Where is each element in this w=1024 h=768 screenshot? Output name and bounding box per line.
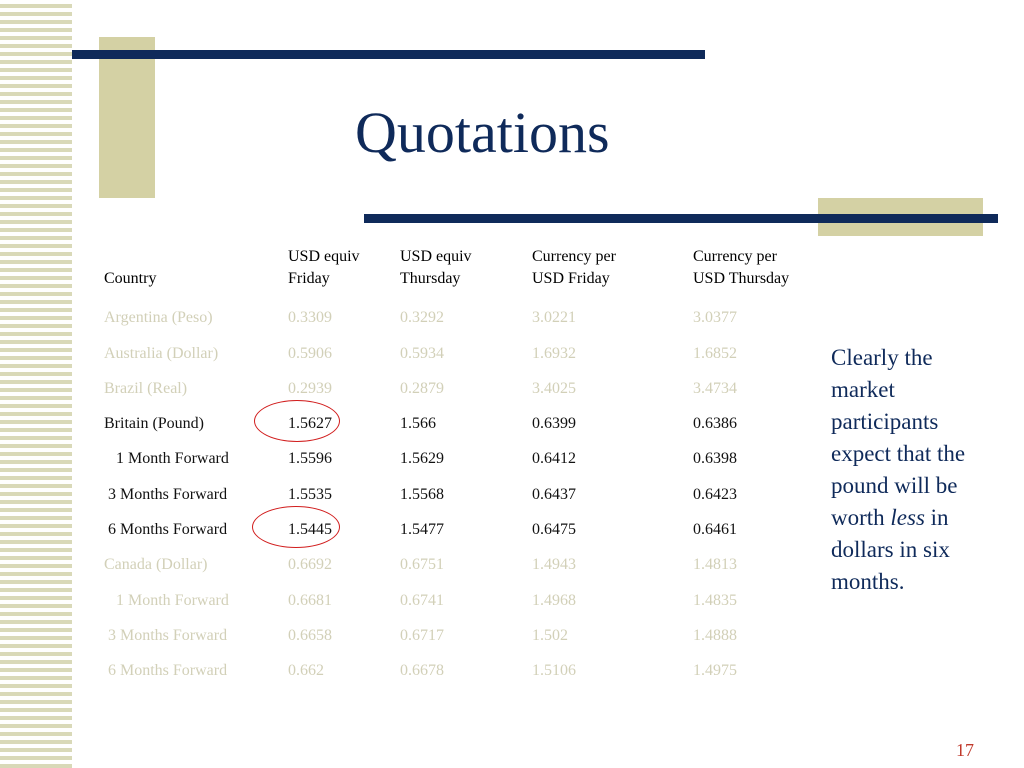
- table-row: [96, 329, 823, 364]
- value-cell: 0.6681: [288, 591, 332, 609]
- value-cell: 0.662: [288, 662, 324, 680]
- page-number: 17: [956, 740, 974, 760]
- value-cell: 0.6741: [400, 591, 444, 609]
- value-cell: 1.5629: [400, 450, 444, 468]
- value-cell: 0.2879: [400, 379, 444, 397]
- table-row: [96, 470, 823, 505]
- table-row: [96, 506, 823, 541]
- side-note-text-end: in dollars in six months.: [831, 505, 950, 594]
- value-cell: 0.5906: [288, 344, 332, 362]
- value-cell: 0.6692: [288, 556, 332, 574]
- value-cell: 0.6678: [400, 662, 444, 680]
- value-cell: 1.4943: [532, 556, 576, 574]
- value-cell: 1.5477: [400, 521, 444, 539]
- slide-title: Quotations: [355, 100, 610, 165]
- value-cell: 0.6399: [532, 415, 576, 433]
- middle-accent-bar: [364, 214, 998, 223]
- value-cell: 0.5934: [400, 344, 444, 362]
- country-cell: 6 Months Forward: [108, 521, 228, 539]
- value-cell: 0.6398: [693, 450, 737, 468]
- table-row: [96, 365, 823, 400]
- value-cell: 1.5596: [288, 450, 332, 468]
- header-currency-per-usd-thursday: Currency per USD Thursday: [693, 248, 790, 287]
- value-cell: 0.6386: [693, 415, 737, 433]
- value-cell: 1.6852: [693, 344, 737, 362]
- value-cell: 0.6475: [532, 521, 576, 539]
- value-cell: 0.6412: [532, 450, 576, 468]
- side-note-text: Clearly the market participants expect that the pound will be worth: [831, 345, 966, 530]
- value-cell: 1.502: [532, 626, 568, 644]
- left-stripe-decoration: [0, 0, 72, 768]
- value-cell: 1.5106: [532, 662, 576, 680]
- country-cell: Britain (Pound): [104, 415, 204, 433]
- value-cell: 3.4734: [693, 379, 737, 397]
- country-cell: Brazil (Real): [104, 379, 188, 397]
- country-cell: 1 Month Forward: [116, 591, 229, 609]
- value-cell: 0.2939: [288, 379, 332, 397]
- value-cell: 1.4968: [532, 591, 576, 609]
- table-row: [96, 612, 823, 647]
- header-usd-equiv-thursday: USD equiv Thursday: [400, 248, 472, 287]
- country-cell: 1 Month Forward: [116, 450, 229, 468]
- value-cell: 1.4813: [693, 556, 737, 574]
- tan-accent-block-left: [99, 37, 155, 198]
- value-cell: 0.3292: [400, 309, 444, 327]
- side-note-emphasis: less: [890, 505, 925, 530]
- country-cell: Argentina (Peso): [104, 309, 213, 327]
- highlight-circle-6m-forward: [252, 506, 340, 548]
- country-cell: Australia (Dollar): [104, 344, 219, 362]
- table-row: [96, 541, 823, 576]
- value-cell: 0.6751: [400, 556, 444, 574]
- value-cell: 0.3309: [288, 309, 332, 327]
- quotations-table: [96, 246, 823, 682]
- value-cell: 1.566: [400, 415, 436, 433]
- header-currency-per-usd-friday: Currency per USD Friday: [532, 248, 616, 287]
- value-cell: 1.4888: [693, 626, 737, 644]
- country-cell: Canada (Dollar): [104, 556, 208, 574]
- value-cell: 1.4835: [693, 591, 737, 609]
- value-cell: 0.6423: [693, 485, 737, 503]
- table-row: [96, 576, 823, 611]
- value-cell: 0.6461: [693, 521, 737, 539]
- top-accent-bar: [72, 50, 705, 59]
- value-cell: 0.6437: [532, 485, 576, 503]
- table-row: [96, 647, 823, 682]
- header-usd-equiv-friday: USD equiv Friday: [288, 248, 360, 287]
- country-cell: 3 Months Forward: [108, 485, 228, 503]
- value-cell: 1.5535: [288, 485, 332, 503]
- value-cell: 0.6717: [400, 626, 444, 644]
- header-country: Country: [104, 270, 157, 287]
- country-cell: 6 Months Forward: [108, 662, 228, 680]
- value-cell: 3.0377: [693, 309, 737, 327]
- value-cell: 3.4025: [532, 379, 576, 397]
- value-cell: 3.0221: [532, 309, 576, 327]
- table-row: [96, 294, 823, 329]
- side-note: [831, 342, 991, 598]
- value-cell: 1.4975: [693, 662, 737, 680]
- value-cell: 1.5445: [288, 521, 332, 539]
- table-header-row: [96, 246, 823, 294]
- country-cell: 3 Months Forward: [108, 626, 228, 644]
- value-cell: 1.6932: [532, 344, 576, 362]
- value-cell: 0.6658: [288, 626, 332, 644]
- table-row: [96, 400, 823, 435]
- table-row: [96, 435, 823, 470]
- value-cell: 1.5627: [288, 415, 332, 433]
- highlight-circle-spot: [254, 400, 340, 442]
- value-cell: 1.5568: [400, 485, 444, 503]
